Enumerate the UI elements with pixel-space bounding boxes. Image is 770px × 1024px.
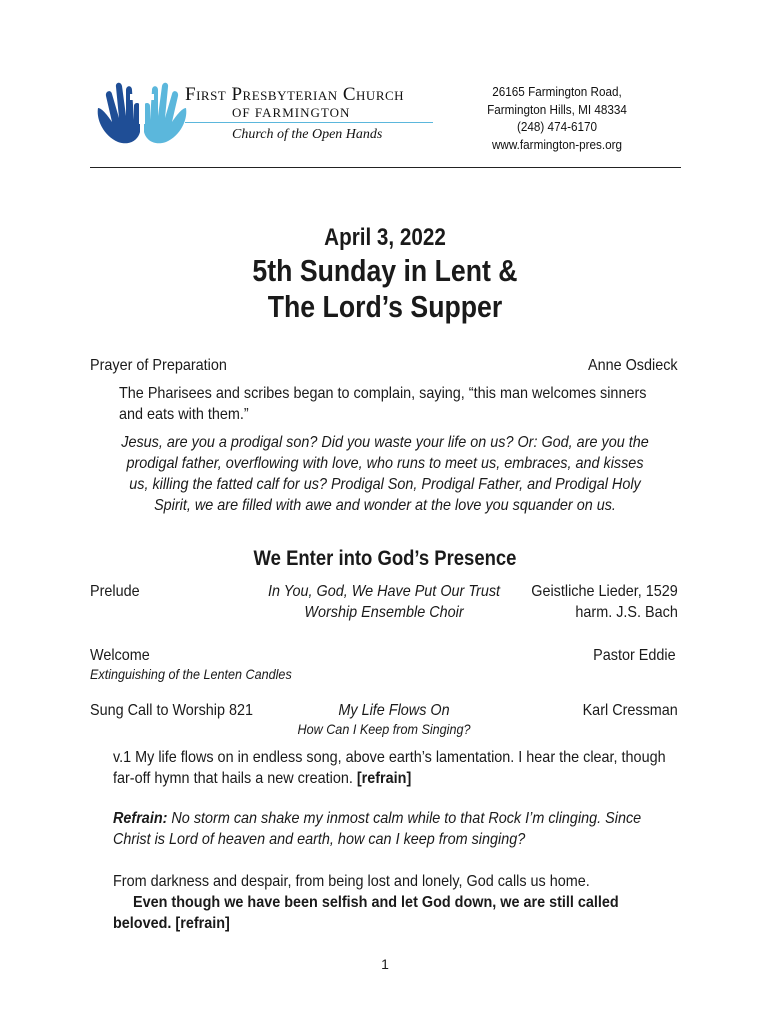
address-city: Farmington Hills, MI 48334 bbox=[487, 101, 627, 117]
section-heading: We Enter into God’s Presence bbox=[253, 547, 517, 570]
refrain-marker: [refrain] bbox=[356, 770, 412, 787]
service-title-line1: 5th Sunday in Lent & bbox=[252, 253, 518, 288]
prelude-source: Geistliche Lieder, 1529 bbox=[531, 583, 678, 600]
church-subtitle: OF FARMINGTON bbox=[232, 105, 351, 120]
prayer-line: us, killing the fatted calf for us? Prodigal Son, Prodigal Father, and Prodigal Holy bbox=[129, 476, 641, 493]
refrain-line: Christ is Lord of heaven and earth, how can I keep from singing? bbox=[113, 831, 526, 848]
header-rule bbox=[90, 167, 681, 168]
verse-1-text: far-off hymn that hails a new creation. bbox=[113, 770, 357, 787]
verse-2-line: From darkness and despair, from being lost and lonely, God calls us home. bbox=[113, 873, 590, 890]
call-label: Sung Call to Worship 821 bbox=[90, 702, 254, 719]
prelude-label: Prelude bbox=[90, 583, 140, 600]
call-subtitle: How Can I Keep from Singing? bbox=[297, 721, 471, 737]
prayer-line: prodigal father, overflowing with love, who runs to meet us, embraces, and kisses bbox=[126, 455, 644, 472]
logo-divider bbox=[185, 122, 433, 123]
church-address bbox=[457, 83, 657, 153]
church-logo bbox=[92, 80, 192, 146]
verse-2-response: beloved. [refrain] bbox=[113, 915, 230, 932]
prayer-leader: Anne Osdieck bbox=[588, 357, 678, 374]
prelude-performer: Worship Ensemble Choir bbox=[304, 604, 464, 621]
refrain-label: Refrain: bbox=[113, 810, 168, 827]
scripture-line: and eats with them.” bbox=[119, 406, 249, 423]
church-tagline: Church of the Open Hands bbox=[232, 127, 383, 142]
verse-1-line bbox=[113, 768, 411, 789]
call-title: My Life Flows On bbox=[338, 702, 450, 719]
verse-1-line: v.1 My life flows on in endless song, above earth’s lamentation. I hear the clear, though bbox=[113, 749, 666, 766]
address-website: www.farmington-pres.org bbox=[491, 136, 623, 152]
service-title-line2: The Lord’s Supper bbox=[267, 289, 503, 324]
prelude-arranger: harm. J.S. Bach bbox=[575, 604, 678, 621]
address-street: 26165 Farmington Road, bbox=[492, 84, 622, 99]
prayer-line: Spirit, we are filled with awe and wonder at the love you squander on us. bbox=[154, 497, 616, 514]
welcome-note: Extinguishing of the Lenten Candles bbox=[90, 666, 292, 682]
prelude-title: In You, God, We Have Put Our Trust bbox=[267, 583, 501, 600]
prayer-line: Jesus, are you a prodigal son? Did you waste your life on us? Or: God, are you the bbox=[121, 434, 649, 451]
address-phone: (248) 474-6170 bbox=[516, 119, 598, 134]
call-composer: Karl Cressman bbox=[582, 702, 678, 719]
welcome-label: Welcome bbox=[90, 647, 150, 664]
refrain-text: No storm can shake my inmost calm while to that Rock I’m clinging. Since bbox=[167, 810, 642, 827]
church-name: First Presbyterian Church bbox=[185, 84, 405, 105]
page-number: 1 bbox=[381, 956, 389, 972]
welcome-leader: Pastor Eddie bbox=[593, 647, 676, 664]
refrain-line bbox=[113, 808, 641, 829]
service-date: April 3, 2022 bbox=[324, 224, 446, 251]
scripture-line: The Pharisees and scribes began to complain, saying, “this man welcomes sinners bbox=[119, 385, 647, 402]
verse-2-response: Even though we have been selfish and let God down, we are still called bbox=[133, 894, 619, 911]
prayer-label: Prayer of Preparation bbox=[90, 357, 227, 374]
